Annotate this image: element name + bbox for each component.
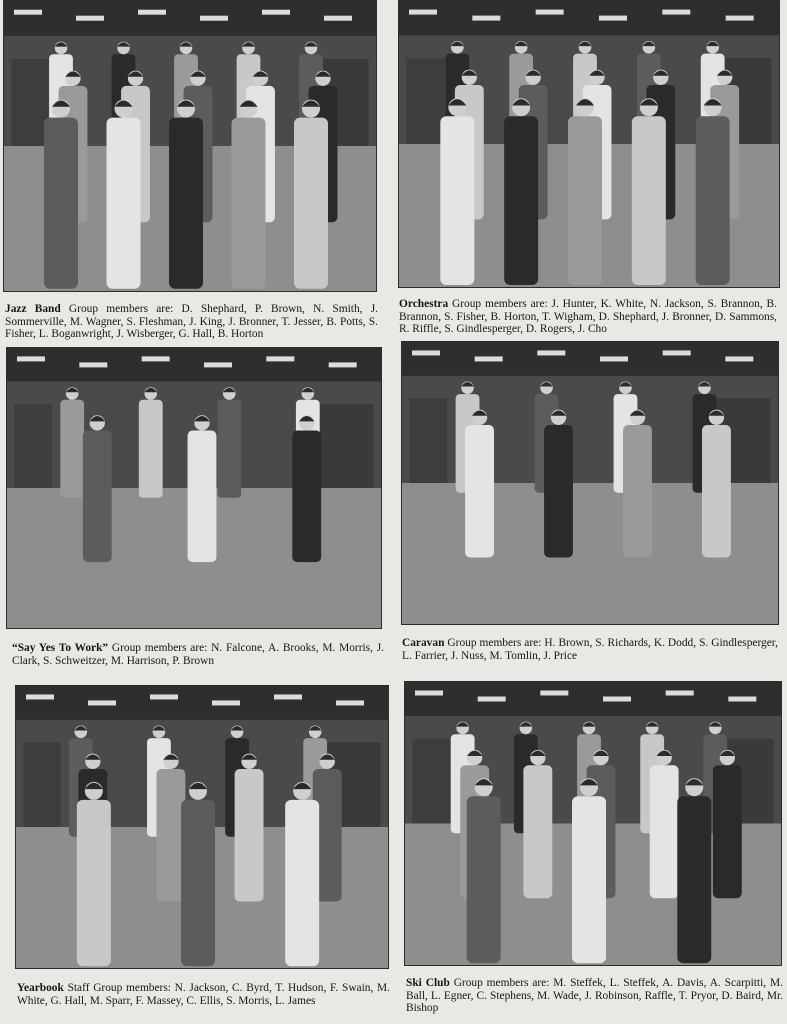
- orchestra-caption: [399, 298, 777, 336]
- caravan-photo: [401, 341, 779, 625]
- group-name: Ski Club: [406, 977, 450, 989]
- say-yes-to-work-photo: [6, 347, 382, 629]
- group-members: Group members are: J. Hunter, K. White, N. Jackson, S. Brannon, B. Brannon, S. Fisher, B. Horton, T. Wigham, D. Shephard, J. Bronner, D. Sammons, R. Riffle, S. Gindlesperger, D. Rogers, J. Cho: [399, 298, 777, 336]
- ski-club-photo: [404, 681, 782, 966]
- group-name: “Say Yes To Work”: [12, 642, 109, 654]
- jazz-band-caption: [5, 303, 378, 341]
- group-members: Staff Group members: N. Jackson, C. Byrd, T. Hudson, F. Swain, M. White, G. Hall, M. Sparr, F. Massey, C. Ellis, S. Morris, L. James: [17, 982, 390, 1007]
- group-members: Group members are: H. Brown, S. Richards, K. Dodd, S. Gindlesperger, L. Farrier, J. Nuss, M. Tomlin, J. Price: [402, 637, 778, 662]
- group-name: Jazz Band: [5, 303, 61, 315]
- group-name: Caravan: [402, 637, 445, 649]
- group-name: Orchestra: [399, 298, 449, 310]
- group-members: Group members are: D. Shephard, P. Brown, N. Smith, J. Sommerville, M. Wagner, S. Fleshman, J. King, J. Bronner, T. Jesser, B. Potts, S. Fisher, L. Boganwright, J. Wisberger, G. Hall, B. Horton: [5, 303, 378, 341]
- caravan-caption: [402, 637, 778, 662]
- ski-club-caption: [406, 977, 783, 1015]
- yearbook-photo: [15, 685, 389, 969]
- orchestra-photo: [398, 0, 780, 288]
- yearbook-caption: [17, 982, 390, 1007]
- group-members: Group members are: M. Steffek, L. Steffek, A. Davis, A. Scarpitti, M. Ball, L. Egner, C. Stephens, M. Wade, J. Robinson, Raffle, T. Pryor, D. Baird, Mr. Bishop: [406, 977, 783, 1015]
- jazz-band-photo: [3, 0, 377, 292]
- group-members: Group members are: N. Falcone, A. Brooks, M. Morris, J. Clark, S. Schweitzer, M. Harrison, P. Brown: [12, 642, 384, 667]
- group-name: Yearbook: [17, 982, 64, 994]
- say-yes-to-work-caption: [12, 642, 384, 667]
